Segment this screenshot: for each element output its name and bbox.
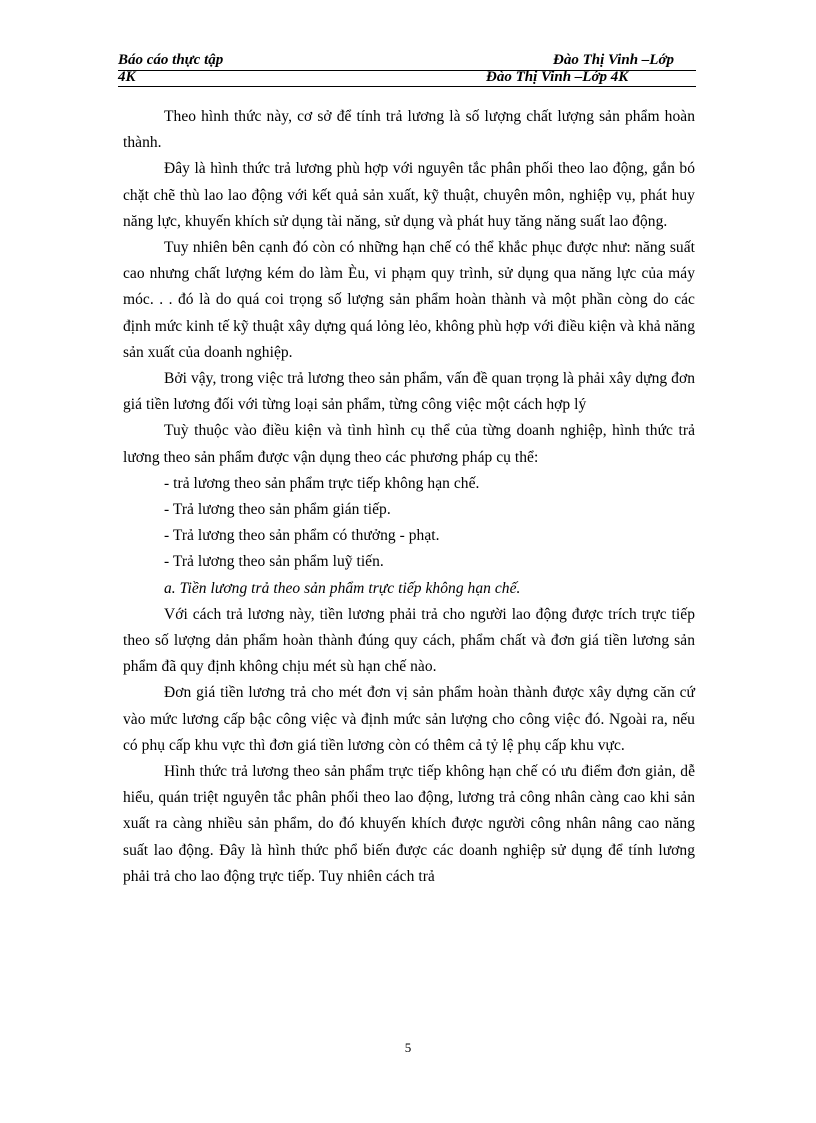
paragraph: Tuy nhiên bên cạnh đó còn có những hạn chế có thể khắc phục được như: năng suất cao nhưng chất lượng kém do làm Èu, vi phạm quy trình, sử dụng qua năng lực của máy móc. . . đó là do quá coi trọng số lượng sản phẩm hoàn thành và một phần còng do các định mức kinh tế kỹ thuật xây dựng quá lỏng lẻo, không phù hợp với điều kiện và khả năng sản xuất của doanh nghiệp. — [123, 239, 695, 361]
header-author: Đào Thị Vinh –Lớp — [553, 52, 674, 68]
paragraph: Tuỳ thuộc vào điều kiện và tình hình cụ thể của từng doanh nghiệp, hình thức trả lương theo sản phẩm được vận dụng theo các phương pháp cụ thể: — [123, 422, 695, 466]
paragraph: Với cách trả lương này, tiền lương phải trả cho người lao động được trích trực tiếp theo số lượng dản phẩm hoàn thành đúng quy cách, phẩm chất và đơn giá tiền lương sản phẩm đã quy định không chịu mét sù hạn chế nào. — [123, 605, 695, 676]
header-class: 4K — [118, 69, 136, 85]
header-rule-bottom — [118, 86, 696, 87]
page-header — [118, 52, 696, 90]
paragraph: Đây là hình thức trả lương phù hợp với nguyên tắc phân phối theo lao động, gắn bó chặt chẽ thù lao lao động với kết quả sản xuất, kỹ thuật, chuyên môn, nghiệp vụ, phát huy năng lực, khuyến khích sử dụng tài năng, sử dụng và phát huy tăng năng suất lao động. — [123, 160, 695, 230]
list-item: - Trả lương theo sản phẩm luỹ tiến. — [164, 553, 384, 571]
list-item: - Trả lương theo sản phẩm gián tiếp. — [164, 501, 391, 519]
header-report-title: Báo cáo thực tập — [118, 52, 224, 68]
page-body — [123, 104, 695, 890]
list-item: - Trả lương theo sản phẩm có thưởng - phạt. — [164, 527, 440, 545]
paragraph: Đơn giá tiền lương trả cho mét đơn vị sản phẩm hoàn thành được xây dựng căn cứ vào mức lương cấp bậc công việc và định mức sản lượng cho công việc đó. Ngoài ra, nếu có phụ cấp khu vực thì đơn giá tiền lương còn có thêm cả tỷ lệ phụ cấp khu vực. — [123, 684, 695, 754]
header-author-repeat: Đào Thị Vinh –Lớp 4K — [486, 69, 629, 85]
paragraph: Hình thức trả lương theo sản phẩm trực tiếp không hạn chế có ưu điểm đơn giản, dễ hiểu, quán triệt nguyên tắc phân phối theo lao động, lương trả công nhân càng cao khi sản xuất ra càng nhiều sản phẩm, do đó khuyến khích được người công nhân nâng cao năng suất lao động. Đây là hình thức phổ biến được các doanh nghiệp sử dụng để tính lương phải trả cho lao động trực tiếp. Tuy nhiên cách trả — [123, 763, 695, 885]
page-number: 5 — [404, 1040, 412, 1055]
section-heading: a. Tiền lương trả theo sản phẩm trực tiếp không hạn chế. — [164, 579, 521, 597]
paragraph: Theo hình thức này, cơ sở để tính trả lương là số lượng chất lượng sản phẩm hoàn thành. — [123, 108, 695, 152]
paragraph: Bởi vậy, trong việc trả lương theo sản phẩm, vấn đề quan trọng là phải xây dựng đơn giá tiền lương đối với từng loại sản phẩm, từng công việc một cách hợp lý — [123, 370, 695, 414]
list-item: - trả lương theo sản phẩm trực tiếp không hạn chế. — [164, 474, 480, 492]
header-rule-top — [118, 70, 696, 71]
